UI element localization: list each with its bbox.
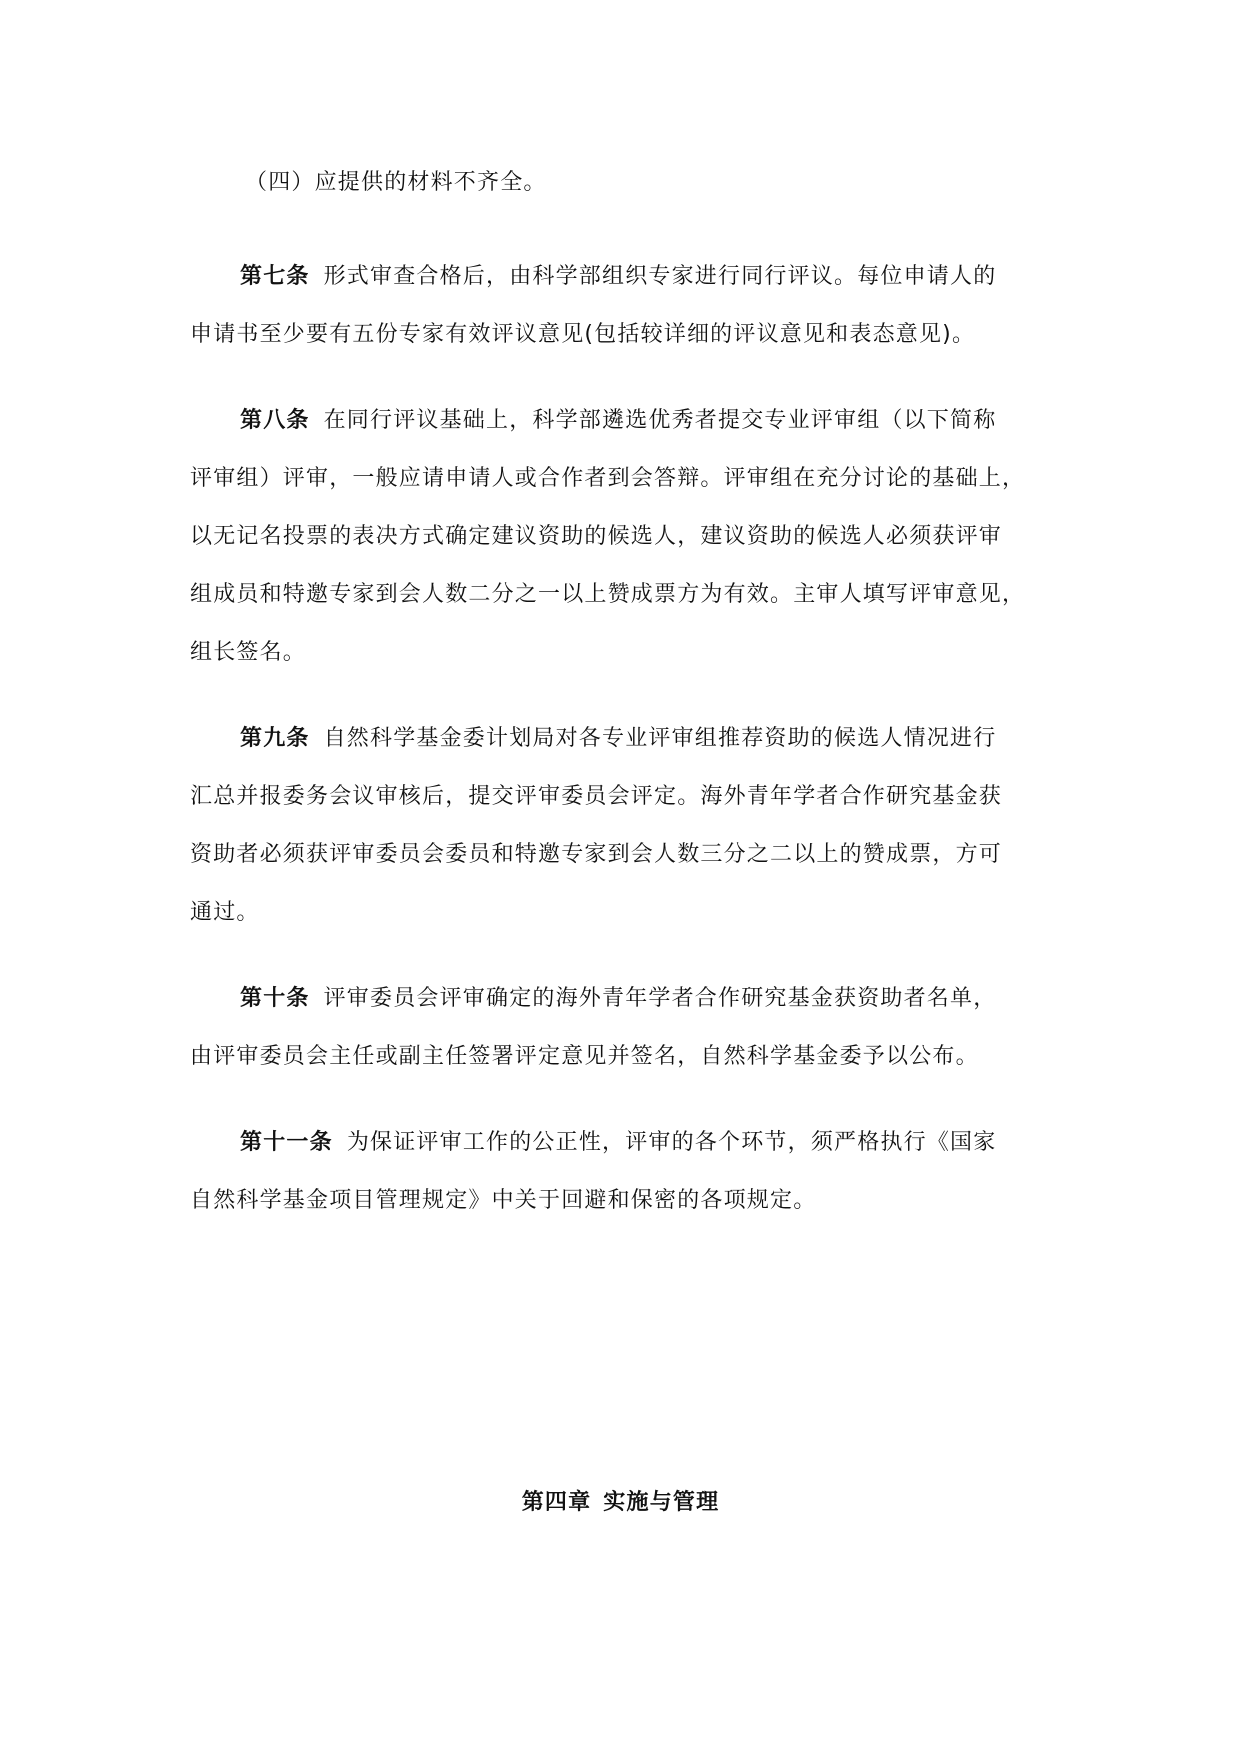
article-8-number: 第八条 [240, 408, 310, 433]
chapter-title: 实施与管理 [603, 1490, 720, 1515]
article-7-line-2: 申请书至少要有五份专家有效评议意见(包括较详细的评议意见和表态意见)。 [190, 322, 976, 347]
article-9-line-1 [240, 724, 1120, 754]
article-9-text: 自然科学基金委计划局对各专业评审组推荐资助的候选人情况进行 [323, 726, 997, 751]
article-7-number: 第七条 [240, 264, 310, 289]
article-8-text: 在同行评议基础上，科学部遴选优秀者提交专业评审组（以下简称 [323, 408, 997, 433]
article-10-number: 第十条 [240, 986, 310, 1011]
article-8-line-5: 组长签名。 [190, 640, 307, 665]
article-11-text: 为保证评审工作的公正性，评审的各个环节，须严格执行《国家 [346, 1130, 997, 1155]
article-11-line-2: 自然科学基金项目管理规定》中关于回避和保密的各项规定。 [190, 1188, 817, 1213]
chapter-heading [0, 1488, 1241, 1518]
article-8-line-2: 评审组）评审，一般应请申请人或合作者到会答辩。评审组在充分讨论的基础上， [190, 466, 1026, 491]
article-9-line-4: 通过。 [190, 900, 260, 925]
chapter-number: 第四章 [521, 1490, 592, 1515]
article-11-number: 第十一条 [240, 1130, 333, 1155]
article-8-line-3: 以无记名投票的表决方式确定建议资助的候选人，建议资助的候选人必须获评审 [190, 524, 1003, 549]
article-9-line-3: 资助者必须获评审委员会委员和特邀专家到会人数三分之二以上的赞成票，方可 [190, 842, 1003, 867]
article-9-line-2: 汇总并报委务会议审核后，提交评审委员会评定。海外青年学者合作研究基金获 [190, 784, 1003, 809]
list-item-4: （四）应提供的材料不齐全。 [245, 170, 547, 195]
article-7-line-1 [240, 262, 1120, 292]
article-8-line-4: 组成员和特邀专家到会人数二分之一以上赞成票方为有效。主审人填写评审意见， [190, 582, 1026, 607]
article-11-line-1 [240, 1128, 1120, 1158]
article-10-text: 评审委员会评审确定的海外青年学者合作研究基金获资助者名单， [323, 986, 997, 1011]
article-9-number: 第九条 [240, 726, 310, 751]
article-8-line-1 [240, 406, 1120, 436]
article-7-text: 形式审查合格后，由科学部组织专家进行同行评议。每位申请人的 [323, 264, 997, 289]
article-10-line-2: 由评审委员会主任或副主任签署评定意见并签名，自然科学基金委予以公布。 [190, 1044, 979, 1069]
article-10-line-1 [240, 984, 1120, 1014]
